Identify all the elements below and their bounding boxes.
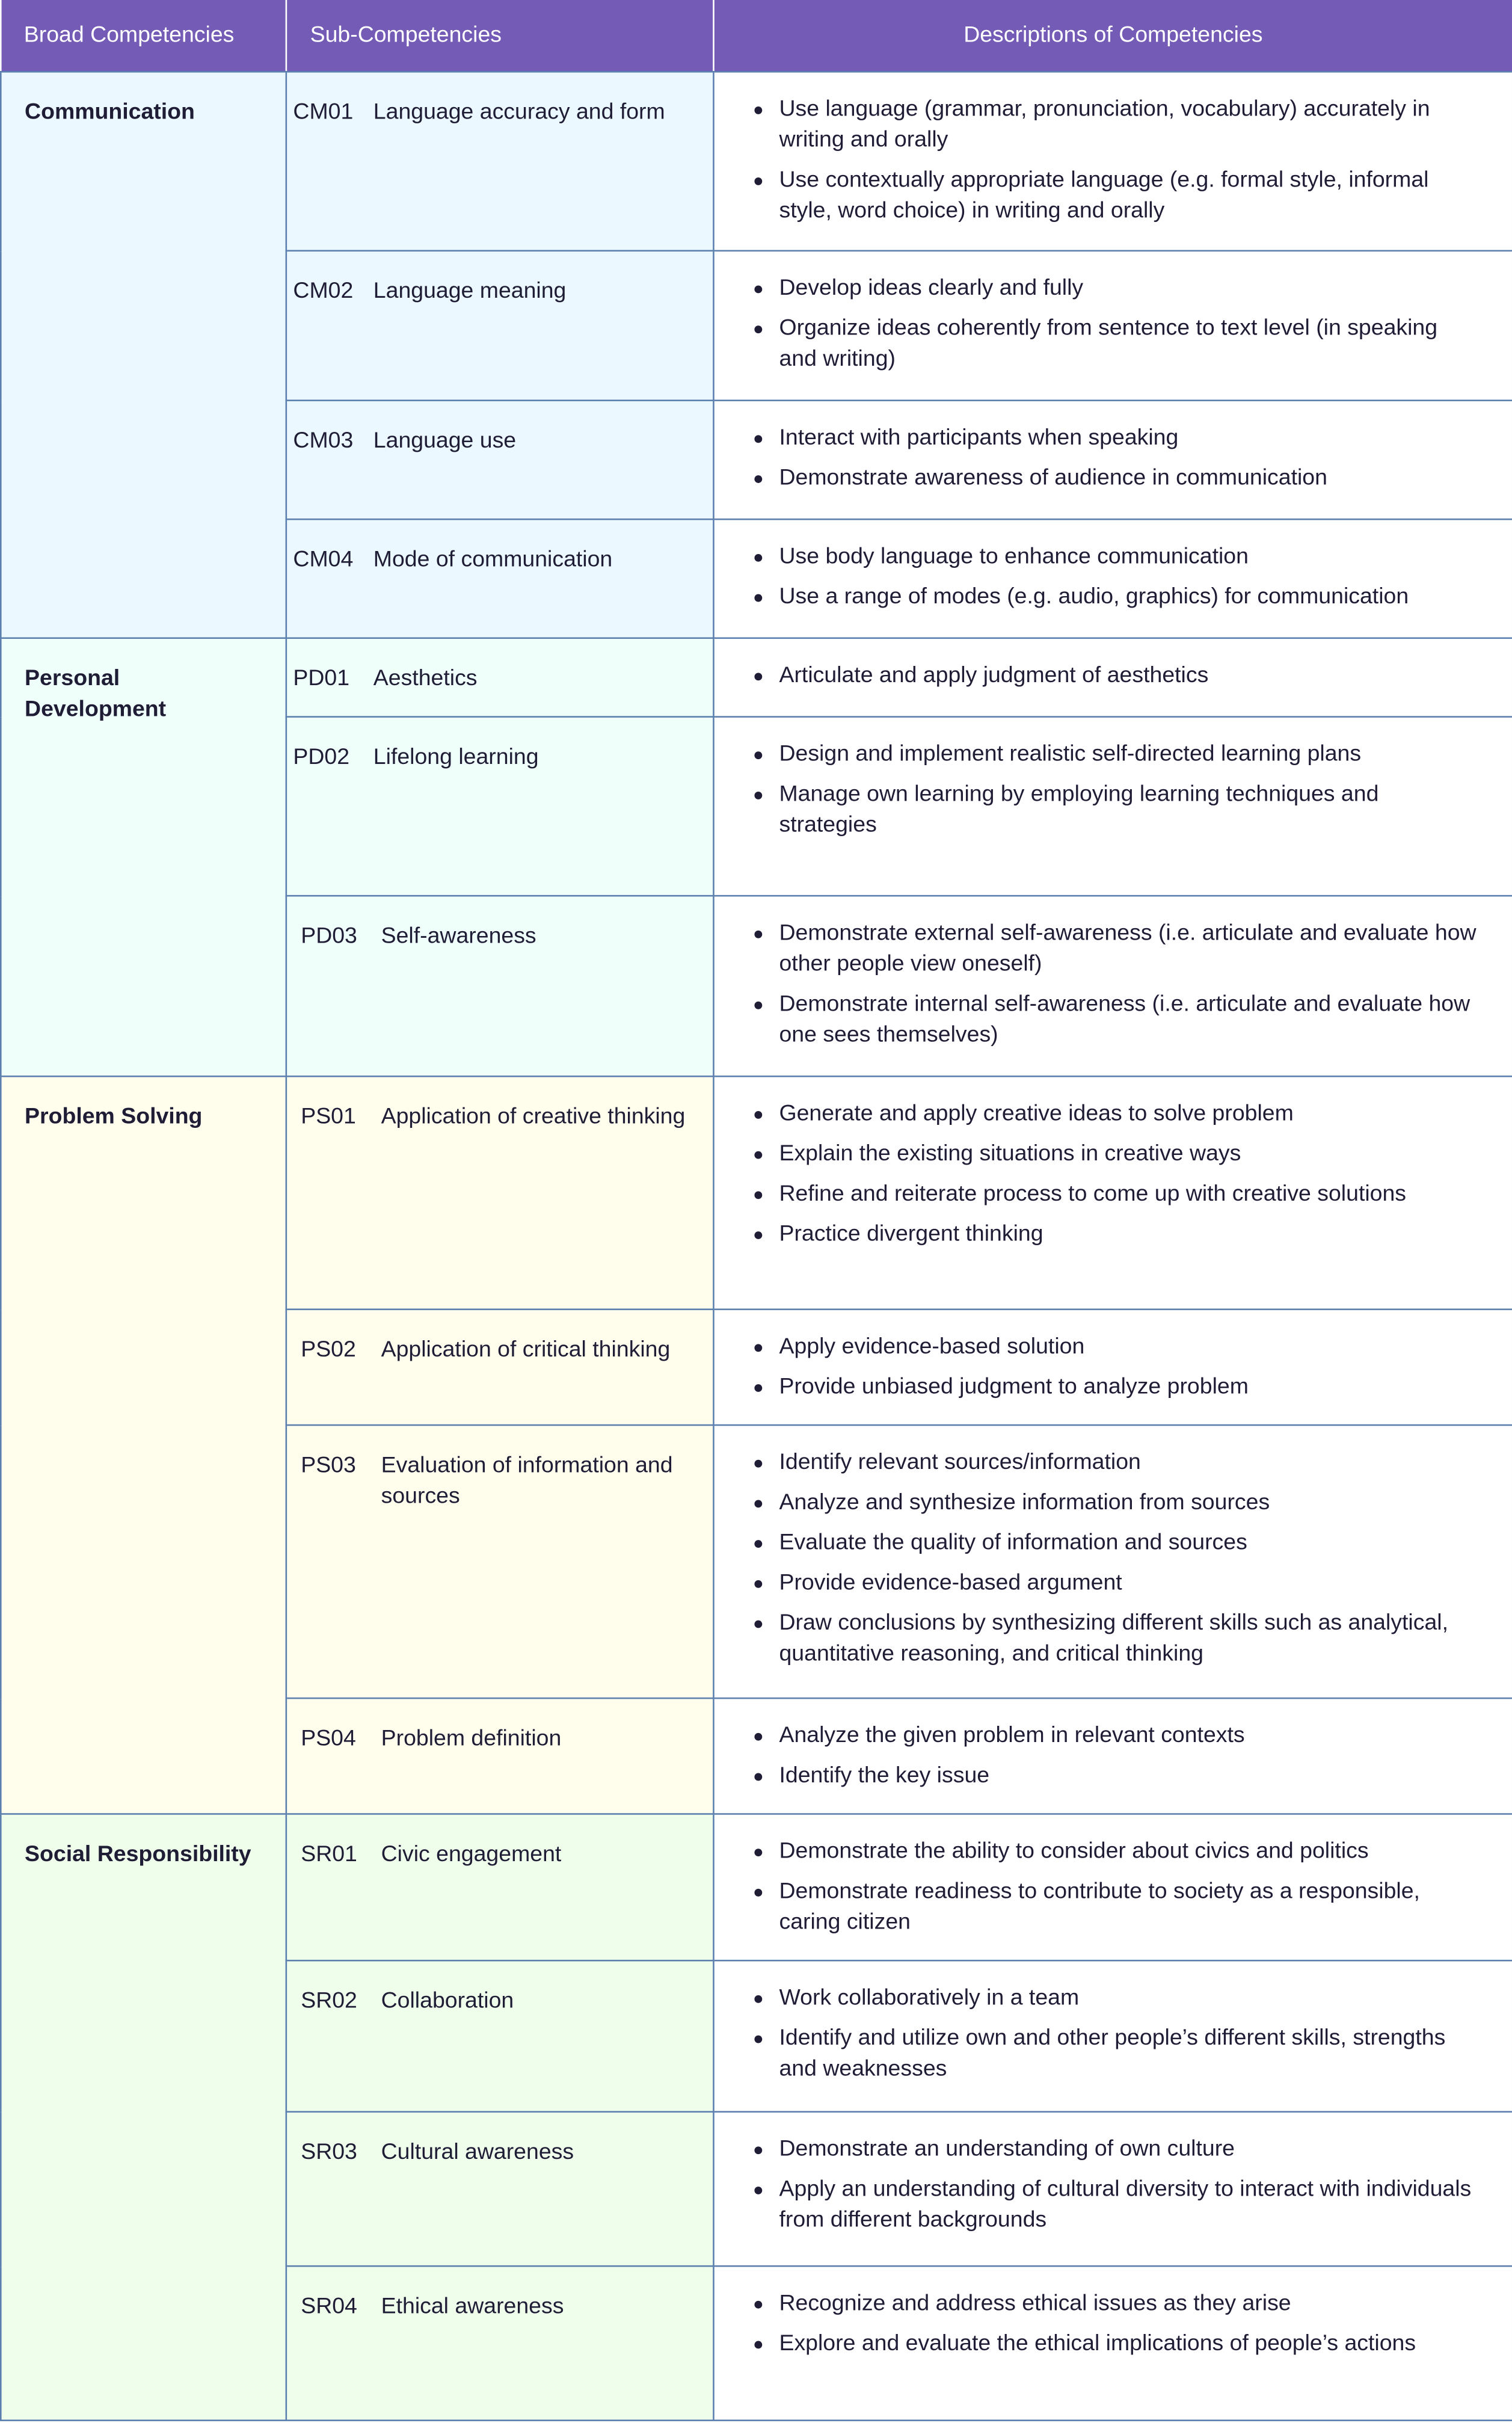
description-item: Apply an understanding of cultural diversity to interact with individuals from different backgrounds: [751, 2175, 1481, 2237]
sub-competency-code: PD01: [293, 667, 350, 692]
table-row: [1, 72, 1512, 251]
sub-competency-code: SR02: [301, 1989, 357, 2014]
broad-competency: Personal Development: [1, 638, 286, 1077]
sub-competency: [286, 638, 714, 717]
description-item: Demonstrate readiness to contribute to society as a responsible, caring citizen: [751, 1876, 1481, 1938]
description-item: Demonstrate an understanding of own culture: [751, 2134, 1481, 2165]
description-list: [751, 1332, 1481, 1403]
description-list: [751, 541, 1481, 612]
sub-competency: [286, 72, 714, 251]
header-broad: Broad Competencies: [1, 0, 286, 72]
sub-competency: [286, 1076, 714, 1309]
sub-competency: [286, 896, 714, 1076]
description-item: Organize ideas coherently from sentence to text level (in speaking and writing): [751, 313, 1481, 375]
description-item: Evaluate the quality of information and sources: [751, 1528, 1481, 1559]
sub-competency-code: PS03: [301, 1453, 356, 1479]
description-item: Analyze the given problem in relevant contexts: [751, 1720, 1481, 1751]
description-item: Identify the key issue: [751, 1761, 1481, 1791]
description-cell: [713, 896, 1512, 1076]
sub-competency-label: Application of critical thinking: [381, 1338, 671, 1363]
sub-competency-code: CM03: [293, 429, 354, 454]
description-cell: [713, 1814, 1512, 1961]
description-item: Explore and evaluate the ethical implications of people’s actions: [751, 2329, 1481, 2359]
table-body: [1, 72, 1512, 2420]
broad-competency: Social Responsibility: [1, 1814, 286, 2421]
description-item: Use a range of modes (e.g. audio, graphics) for communication: [751, 582, 1481, 612]
description-cell: [713, 1425, 1512, 1698]
sub-competency: [286, 1814, 714, 1961]
sub-competency: [286, 2112, 714, 2267]
sub-competency: [286, 1698, 714, 1814]
sub-competency-label: Language meaning: [373, 279, 567, 304]
sub-competency-code: CM01: [293, 100, 354, 125]
description-item: Work collaboratively in a team: [751, 1983, 1481, 2013]
sub-competency: [286, 1310, 714, 1425]
description-list: [751, 1447, 1481, 1669]
sub-competency-label: Language accuracy and form: [373, 100, 665, 125]
sub-competency-code: PS01: [301, 1104, 356, 1130]
description-cell: [713, 401, 1512, 520]
sub-competency-label: Self-awareness: [381, 924, 536, 949]
sub-competency-code: SR04: [301, 2294, 357, 2320]
description-item: Develop ideas clearly and fully: [751, 273, 1481, 304]
description-list: [751, 94, 1481, 227]
sub-competency-label: Lifelong learning: [373, 745, 539, 771]
description-item: Recognize and address ethical issues as they arise: [751, 2288, 1481, 2319]
description-item: Practice divergent thinking: [751, 1219, 1481, 1250]
sub-competency-label: Problem definition: [381, 1726, 562, 1752]
table-row: [1, 638, 1512, 717]
description-item: Explain the existing situations in creative ways: [751, 1139, 1481, 1169]
sub-competency-code: PD02: [293, 745, 350, 771]
description-item: Design and implement realistic self-directed learning plans: [751, 739, 1481, 770]
description-list: [751, 273, 1481, 375]
description-list: [751, 2288, 1481, 2359]
sub-competency-code: PS04: [301, 1726, 356, 1752]
description-item: Refine and reiterate process to come up with creative solutions: [751, 1179, 1481, 1210]
sub-competency: [286, 519, 714, 638]
description-cell: [713, 251, 1512, 401]
description-cell: [713, 1310, 1512, 1425]
broad-competency: Problem Solving: [1, 1076, 286, 1814]
table-row: [1, 1076, 1512, 1309]
sub-competency: [286, 1960, 714, 2111]
description-item: Use language (grammar, pronunciation, vocabulary) accurately in writing and orally: [751, 94, 1481, 156]
description-item: Analyze and synthesize information from sources: [751, 1488, 1481, 1518]
sub-competency-label: Civic engagement: [381, 1842, 562, 1868]
sub-competency-code: CM02: [293, 279, 354, 304]
description-item: Identify and utilize own and other people’s different skills, strengths and weaknesses: [751, 2023, 1481, 2085]
sub-competency: [286, 2266, 714, 2421]
sub-competency-code: PD03: [301, 924, 357, 949]
description-cell: [713, 519, 1512, 638]
description-item: Identify relevant sources/information: [751, 1447, 1481, 1478]
description-item: Manage own learning by employing learning techniques and strategies: [751, 779, 1481, 841]
header-row: [1, 0, 1512, 72]
description-list: [751, 1720, 1481, 1791]
sub-competency: [286, 401, 714, 520]
description-cell: [713, 1698, 1512, 1814]
description-item: Apply evidence-based solution: [751, 1332, 1481, 1362]
description-list: [751, 1983, 1481, 2084]
sub-competency-label: Ethical awareness: [381, 2294, 564, 2320]
description-cell: [713, 638, 1512, 717]
description-cell: [713, 717, 1512, 896]
description-item: Demonstrate internal self-awareness (i.e. articulate and evaluate how one sees themselves): [751, 989, 1481, 1051]
description-item: Provide evidence-based argument: [751, 1568, 1481, 1598]
header-sub: Sub-Competencies: [286, 0, 714, 72]
sub-competency-label: Language use: [373, 429, 517, 454]
description-item: Draw conclusions by synthesizing different skills such as analytical, quantitative reasoning, and critical thinking: [751, 1608, 1481, 1670]
description-item: Demonstrate the ability to consider about civics and politics: [751, 1836, 1481, 1867]
description-list: [751, 423, 1481, 494]
description-list: [751, 1836, 1481, 1938]
sub-competency: [286, 717, 714, 896]
description-item: Provide unbiased judgment to analyze problem: [751, 1372, 1481, 1403]
header-descriptions: Descriptions of Competencies: [713, 0, 1512, 72]
description-cell: [713, 2112, 1512, 2267]
sub-competency: [286, 1425, 714, 1698]
sub-competency-label: Mode of communication: [373, 547, 613, 573]
sub-competency-label: Collaboration: [381, 1989, 514, 2014]
sub-competency-label: Evaluation of information and sources: [381, 1453, 673, 1509]
description-item: Use body language to enhance communication: [751, 541, 1481, 572]
description-list: [751, 2134, 1481, 2236]
broad-competency: Communication: [1, 72, 286, 638]
description-item: Generate and apply creative ideas to solve problem: [751, 1098, 1481, 1129]
table-row: [1, 1814, 1512, 1961]
description-cell: [713, 2266, 1512, 2421]
description-list: [751, 918, 1481, 1051]
sub-competency-code: SR01: [301, 1842, 357, 1868]
sub-competency-label: Aesthetics: [373, 667, 478, 692]
description-item: Demonstrate awareness of audience in communication: [751, 463, 1481, 494]
sub-competency: [286, 251, 714, 401]
description-cell: [713, 1960, 1512, 2111]
description-cell: [713, 72, 1512, 251]
sub-competency-label: Application of creative thinking: [381, 1104, 686, 1130]
description-cell: [713, 1076, 1512, 1309]
sub-competency-code: SR03: [301, 2140, 357, 2166]
description-list: [751, 1098, 1481, 1249]
description-list: [751, 660, 1481, 691]
description-item: Use contextually appropriate language (e.g. formal style, informal style, word choice) in writing and orally: [751, 165, 1481, 227]
sub-competency-label: Cultural awareness: [381, 2140, 574, 2166]
description-item: Demonstrate external self-awareness (i.e. articulate and evaluate how other people view oneself): [751, 918, 1481, 980]
description-list: [751, 739, 1481, 841]
description-item: Interact with participants when speaking: [751, 423, 1481, 454]
description-item: Articulate and apply judgment of aesthetics: [751, 660, 1481, 691]
sub-competency-code: PS02: [301, 1338, 356, 1363]
sub-competency-code: CM04: [293, 547, 354, 573]
